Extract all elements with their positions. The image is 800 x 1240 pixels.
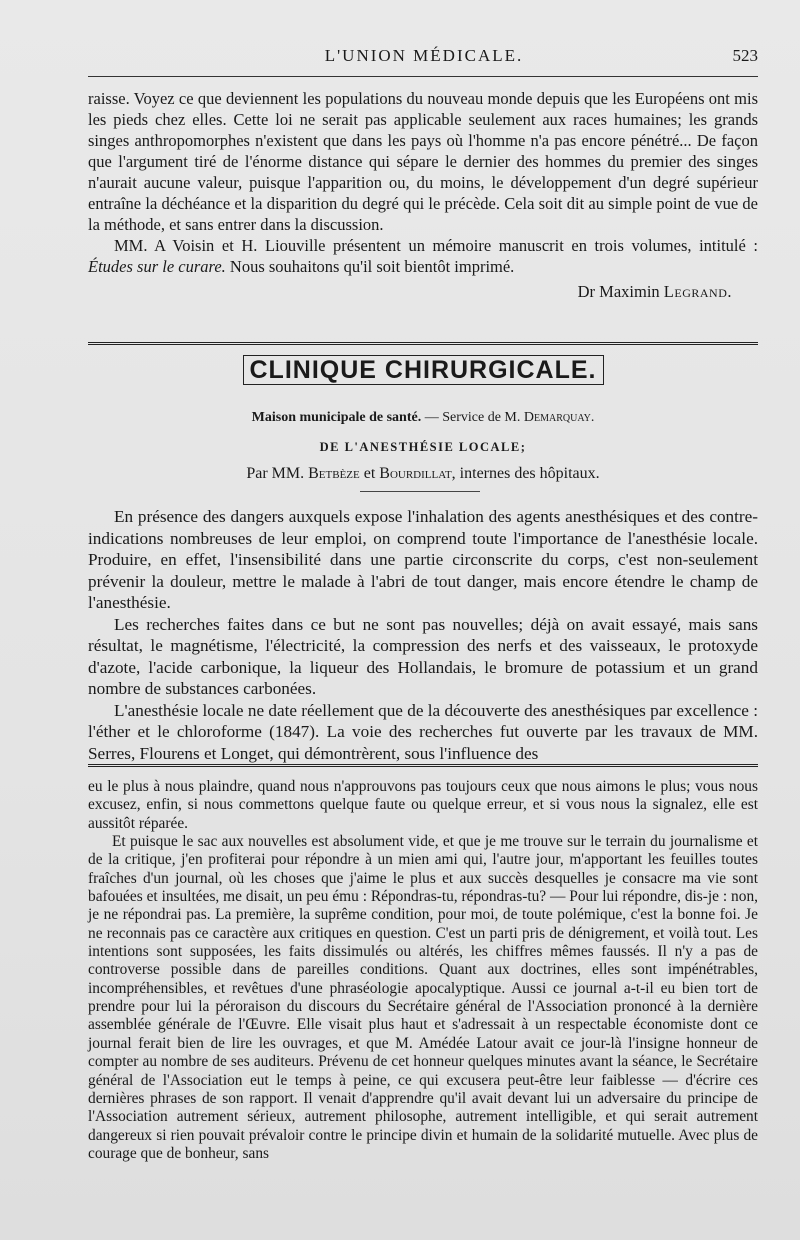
author-name: Bourdillat <box>379 465 452 482</box>
article-body <box>88 506 758 764</box>
section-heading <box>88 356 758 385</box>
short-rule <box>360 491 480 492</box>
article-authors <box>88 465 758 483</box>
paragraph: En présence des dangers auxquels expose l'inhalation des agents anesthésiques et des contre-indications nombreuses de leur emploi, on comprend toute l'importance de l'anesthésie locale. Produire, en effet, l'insensibilité dans une partie circonscrite du corps, c'est non-seulement prévenir la douleur, mettre le malade à l'abri de tout danger, mais encore étendre le champ de l'anesthésie. <box>88 507 758 612</box>
page-number: 523 <box>732 46 758 65</box>
feuilleton-text <box>88 778 758 1163</box>
authors-and: et <box>359 465 380 482</box>
previous-article-text <box>88 88 758 302</box>
work-title: Études sur le curare. <box>88 257 226 276</box>
journal-title: L'UNION MÉDICALE. <box>324 46 524 65</box>
feuilleton-divider <box>88 764 758 767</box>
text-span: MM. A Voisin et H. Liouville présentent un mémoire manuscrit en trois volumes, intitulé : <box>114 236 758 255</box>
paragraph: raisse. Voyez ce que deviennent les populations du nouveau monde depuis que les Européens ont mis les pieds chez elles. Cette loi ne serait pas applicable seulement aux races humaines; les grands singes anthropomorphes n'existent que dans les pays où l'homme n'a pas encore pénétré... De façon que l'argument tiré de l'énorme distance qui sépare le dernier des hommes du premier des singes n'aurait aucune valeur, puisque l'apparition ou, du moins, le développement d'un degré supérieur entraîne la déchéance et la disparition du degré qui le précède. Cela soit dit au simple point de vue de la méthode, et sans entrer dans la discussion. <box>88 89 758 234</box>
paragraph: Et puisque le sac aux nouvelles est absolument vide, et que je me trouve sur le terrain du journalisme et de la critique, j'en profiterai pour répondre à un mien ami qui, l'autre jour, m'apportant les feuilles toutes fraîches d'un journal, où les choses que j'aime le plus et aux succès desquelles je consacre ma vie sont bafouées et insultées, me disait, un peu ému : Répondras-tu, répondras-tu? — Pour lui répondre, dis-je : non, je ne répondrai pas. La première, la suprême condition, pour moi, de toute polémique, c'est la bonne foi. Je ne reconnais pas ce caractère aux critiques en question. C'est un parti pris de dénigrement, et voilà tout. Les intentions sont supposées, les faits dissimulés ou altérés, les chiffres mêmes faussés. Il n'y a pas de controverse possible dans de pareilles conditions. Quant aux doctrines, elles sont impénétrables, incompréhensibles, et revêtues d'une phraséologie apocalyptique. Aussi ce journal a-t-il eu bien tort de prendre pour lui la péroraison du discours du Secrétaire général de l'Association prononcé à la dernière assemblée générale de l'Œuvre. Elle visait plus haut et s'adressait à un respectable économiste dont ce journal ferait bien de lire les ouvrages, et que M. Amédée Latour avait ce jour-là l'insigne honneur de compter au nombre de ses auditeurs. Prévenu de cet honneur quelques minutes avant la séance, le Secrétaire général de l'Association eut le temps à peine, ce qui excusera peut-être leur faiblesse — d'écrire ces dernières phrases de son rapport. Il venait d'apprendre qu'il avait devant lui un adversaire du principe de l'Association autrement sérieux, autrement philosophe, autrement intelligible, et qui serait autrement dangereux si rien pouvait prévaloir contre le principe divin et humain de la solidarité mutuelle. Avec plus de courage que de bonheur, sans <box>88 833 758 1162</box>
signature <box>88 281 758 302</box>
running-header <box>88 46 760 76</box>
institution-name: Maison municipale de santé. <box>251 410 422 425</box>
authors-suffix: , internes des hôpitaux. <box>451 465 600 482</box>
signature-name: Legrand. <box>663 282 732 301</box>
section-divider <box>88 342 758 345</box>
paragraph: Les recherches faites dans ce but ne sont pas nouvelles; déjà on avait essayé, mais sans résultat, le magnétisme, l'électricité, la compression des nerfs et des vaisseaux, le protoxyde d'azote, l'acide carbonique, la liqueur des Hollandais, le bromure de potassium et un grand nombre de substances carbonées. <box>88 614 758 698</box>
paragraph <box>88 235 758 277</box>
signature-prefix: Dr Maximin <box>577 282 664 301</box>
section-title: CLINIQUE CHIRURGICALE. <box>243 355 604 385</box>
article-subtitle: DE L'ANESTHÉSIE LOCALE; <box>319 440 527 454</box>
header-rule <box>88 76 758 77</box>
author-name: Betbèze <box>308 465 360 482</box>
service-text: — Service de M. <box>421 410 524 425</box>
service-line <box>88 410 758 426</box>
service-chief: Demarquay. <box>523 410 595 425</box>
text-span: Nous souhaitons qu'il soit bientôt imprimé. <box>225 257 515 276</box>
paragraph: L'anesthésie locale ne date réellement que de la découverte des anesthésiques par excellence : l'éther et le chloroforme (1847). La voie des recherches fut ouverte par les travaux de MM. Serres, Flourens et Longet, qui démontrèrent, sous l'influence des <box>88 700 758 763</box>
authors-prefix: Par MM. <box>246 465 309 482</box>
paragraph: eu le plus à nous plaindre, quand nous n'approuvons pas toujours ceux que nous aimons le plus; vous nous excusez, enfin, si nous commettons quelque faute ou quelque erreur, et si vous nous la signalez, elle est aussitôt réparée. <box>88 778 758 832</box>
